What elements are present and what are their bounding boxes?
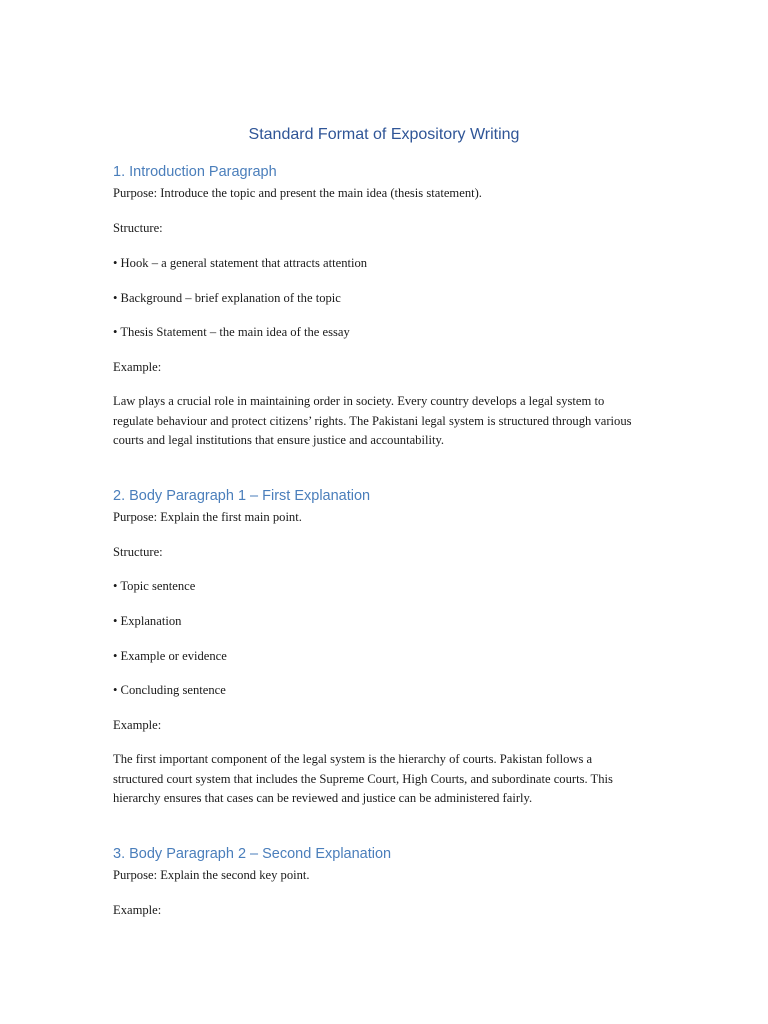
section-heading-body-1: 2. Body Paragraph 1 – First Explanation bbox=[113, 488, 371, 504]
example-label: Example: bbox=[113, 360, 162, 374]
example-paragraph: Law plays a crucial role in maintaining order in society. Every country develops a legal system to regulate behaviour and protect citizens’ rights. The Pakistani legal system is structured through various courts and legal institutions that ensure justice and accountability. bbox=[113, 394, 632, 447]
section-purpose: Purpose: Introduce the topic and present the main idea (thesis statement). bbox=[113, 186, 482, 200]
bullet-item: • Example or evidence bbox=[113, 649, 227, 663]
document-title: Standard Format of Expository Writing bbox=[248, 126, 520, 143]
example-label: Example: bbox=[113, 718, 162, 732]
section-purpose: Purpose: Explain the first main point. bbox=[113, 510, 302, 524]
example-label: Example: bbox=[113, 903, 162, 917]
bullet-item: • Hook – a general statement that attracts attention bbox=[113, 256, 368, 270]
bullet-item: • Background – brief explanation of the topic bbox=[113, 291, 341, 305]
section-heading-introduction: 1. Introduction Paragraph bbox=[113, 164, 277, 180]
structure-label: Structure: bbox=[113, 221, 163, 235]
section-purpose: Purpose: Explain the second key point. bbox=[113, 868, 310, 882]
bullet-item: • Topic sentence bbox=[113, 579, 196, 593]
bullet-item: • Concluding sentence bbox=[113, 683, 226, 697]
section-heading-body-2: 3. Body Paragraph 2 – Second Explanation bbox=[113, 846, 392, 862]
bullet-item: • Explanation bbox=[113, 614, 182, 628]
structure-label: Structure: bbox=[113, 545, 163, 559]
example-paragraph: The first important component of the legal system is the hierarchy of courts. Pakistan follows a structured court system that includes the Supreme Court, High Courts, and subordinate courts. This hierarchy ensures that cases can be reviewed and justice can be administered fairly. bbox=[113, 752, 613, 805]
bullet-item: • Thesis Statement – the main idea of the essay bbox=[113, 325, 350, 339]
